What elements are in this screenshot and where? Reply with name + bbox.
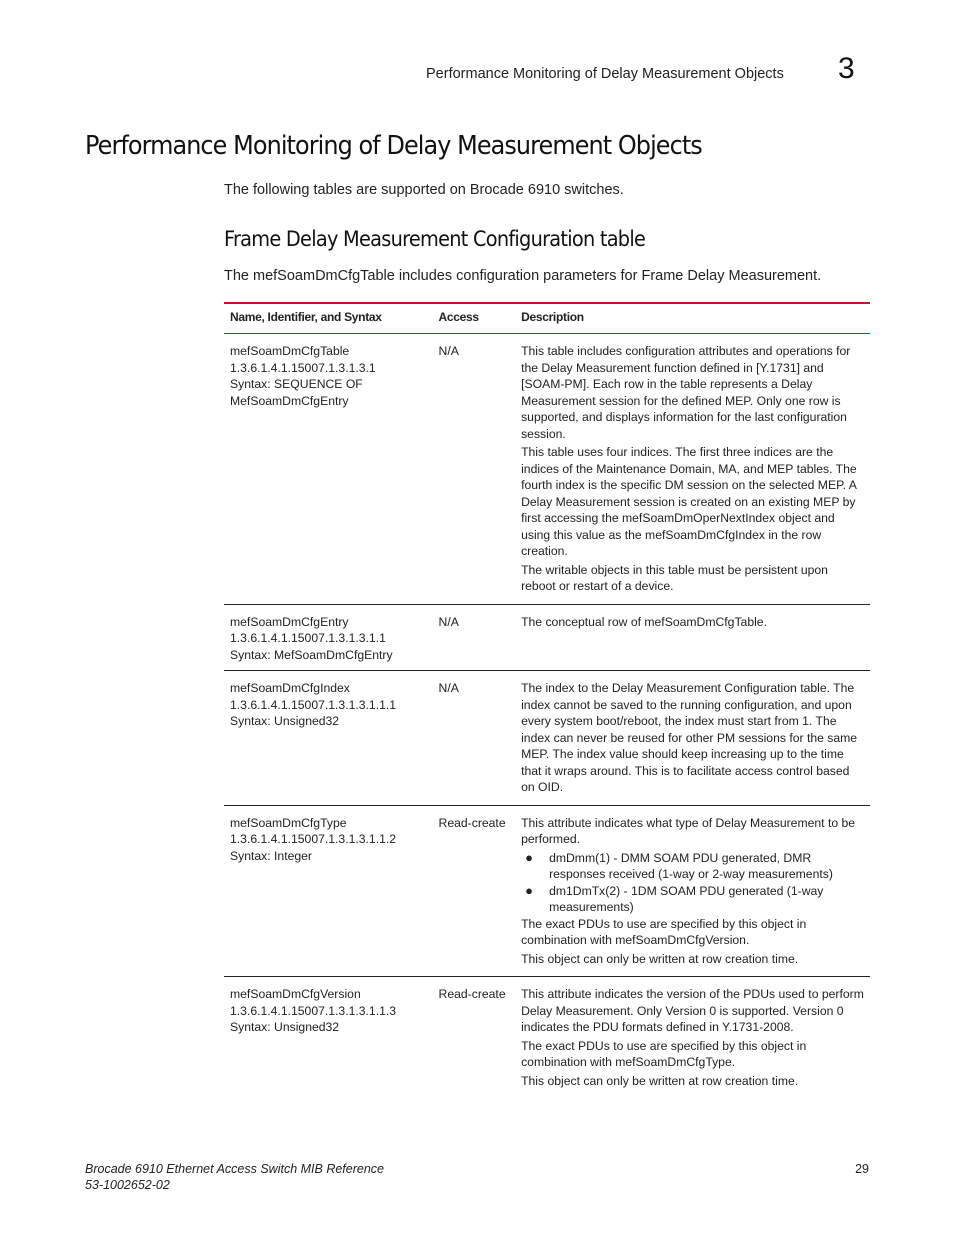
table-row: [224, 671, 870, 806]
table-row: [224, 977, 870, 1099]
table-row: [224, 805, 870, 977]
description-paragraph: This table uses four indices. The first three indices are the indices of the Maintenance Domain, MA, and MEP tables. The fourth index is the specific DM session on the selected MEP. A Delay Measurement session is created on an existing MEP by first accessing the mefSoamDmOperNextIndex object and using this value as the mefSoamDmCfgIndex in the row creation.: [521, 445, 857, 558]
object-oid: 1.3.6.1.4.1.15007.1.3.1.3.1.1.3: [230, 1003, 397, 1018]
object-syntax: Syntax: Unsigned32: [230, 714, 340, 728]
cell-access: Read-create: [438, 987, 506, 1001]
table-header-row: [224, 303, 870, 334]
object-syntax: Syntax: MefSoamDmCfgEntry: [230, 647, 393, 662]
object-name: mefSoamDmCfgType: [230, 815, 347, 830]
cell-description: [515, 334, 870, 605]
column-header-access: Access: [433, 303, 516, 334]
cell-name: [224, 977, 433, 1099]
footer-document-number: 53-1002652-02: [85, 1178, 170, 1192]
bullet-item: [521, 850, 864, 883]
cell-description: [515, 604, 870, 671]
table-row: [224, 604, 870, 671]
running-header-title: Performance Monitoring of Delay Measurement Objects: [426, 66, 784, 82]
chapter-number: 3: [838, 52, 855, 85]
cell-access: N/A: [433, 604, 516, 671]
cell-name: [224, 805, 433, 977]
cell-access: N/A: [433, 671, 516, 806]
object-syntax: Syntax: Integer: [230, 848, 312, 863]
description-paragraph: The conceptual row of mefSoamDmCfgTable.: [521, 614, 767, 629]
description-paragraph: The exact PDUs to use are specified by this object in combination with mefSoamDmCfgVersion.: [521, 916, 807, 947]
object-name: mefSoamDmCfgEntry: [230, 614, 349, 629]
section-title: Frame Delay Measurement Configuration table: [224, 227, 646, 251]
column-header-name: Name, Identifier, and Syntax: [224, 303, 433, 334]
bullet-list: [521, 850, 864, 916]
object-name: mefSoamDmCfgVersion: [230, 987, 361, 1001]
bullet-text: dm1DmTx(2) - 1DM SOAM PDU generated (1-way measurements): [549, 883, 824, 914]
description-paragraph: This object can only be written at row creation time.: [521, 951, 799, 966]
footer-document-title: Brocade 6910 Ethernet Access Switch MIB Reference: [85, 1162, 384, 1176]
cell-name: [224, 604, 433, 671]
cell-name: [224, 671, 433, 806]
description-paragraph: The index to the Delay Measurement Configuration table. The index cannot be saved to the running configuration, and upon every system boot/reboot, the index must start from 1. The index can never be reused for other PM sessions for the same MEP. The index value should keep increasing up to the time that it wraps around. This is to facilitate access control based on OID.: [521, 681, 858, 794]
page-title: Performance Monitoring of Delay Measurement Objects: [85, 131, 702, 161]
description-paragraph: The writable objects in this table must be persistent upon reboot or restart of a device.: [521, 562, 828, 593]
cell-description: [515, 671, 870, 806]
description-paragraph: This attribute indicates the version of the PDUs used to perform Delay Measurement. Only Version 0 is supported. Version 0 indicates the PDU formats defined in Y.1731-2008.: [521, 987, 864, 1034]
cell-description: [515, 805, 870, 977]
object-name: mefSoamDmCfgTable: [230, 344, 350, 358]
object-oid: 1.3.6.1.4.1.15007.1.3.1.3.1.1.2: [230, 832, 397, 846]
bullet-item: [521, 883, 864, 916]
column-header-description: Description: [515, 303, 870, 334]
object-syntax: Syntax: SEQUENCE OF: [230, 377, 363, 391]
description-paragraph: This object can only be written at row creation time.: [521, 1073, 799, 1088]
description-paragraph: The exact PDUs to use are specified by this object in combination with mefSoamDmCfgType.: [521, 1038, 807, 1069]
bullet-text: dmDmm(1) - DMM SOAM PDU generated, DMR responses received (1-way or 2-way measurements): [549, 850, 833, 881]
section-description: The mefSoamDmCfgTable includes configuration parameters for Frame Delay Measurement.: [224, 268, 822, 284]
footer-page-number: 29: [855, 1162, 869, 1176]
object-oid: 1.3.6.1.4.1.15007.1.3.1.3.1.1: [230, 631, 386, 645]
bullet-dot-icon: ●: [525, 849, 533, 865]
mib-table: [224, 302, 870, 1098]
object-syntax: MefSoamDmCfgEntry: [230, 393, 349, 408]
object-oid: 1.3.6.1.4.1.15007.1.3.1.3.1.1.1: [230, 697, 397, 712]
description-paragraph: This attribute indicates what type of Delay Measurement to be performed.: [521, 815, 856, 846]
bullet-dot-icon: ●: [525, 882, 533, 898]
object-oid: 1.3.6.1.4.1.15007.1.3.1.3.1: [230, 360, 376, 375]
cell-name: [224, 334, 433, 605]
cell-description: [515, 977, 870, 1099]
table-row: [224, 334, 870, 605]
description-paragraph: This table includes configuration attributes and operations for the Delay Measurement function defined in [Y.1731] and [SOAM-PM]. Each row in the table represents a Delay Measurement session for the defined MEP. Only one row is supported, and displays information for the last configuration session.: [521, 344, 851, 441]
cell-access: Read-create: [433, 805, 516, 977]
object-name: mefSoamDmCfgIndex: [230, 681, 350, 695]
intro-paragraph: The following tables are supported on Brocade 6910 switches.: [224, 182, 624, 198]
cell-access: N/A: [433, 334, 516, 605]
object-syntax: Syntax: Unsigned32: [230, 1020, 340, 1034]
